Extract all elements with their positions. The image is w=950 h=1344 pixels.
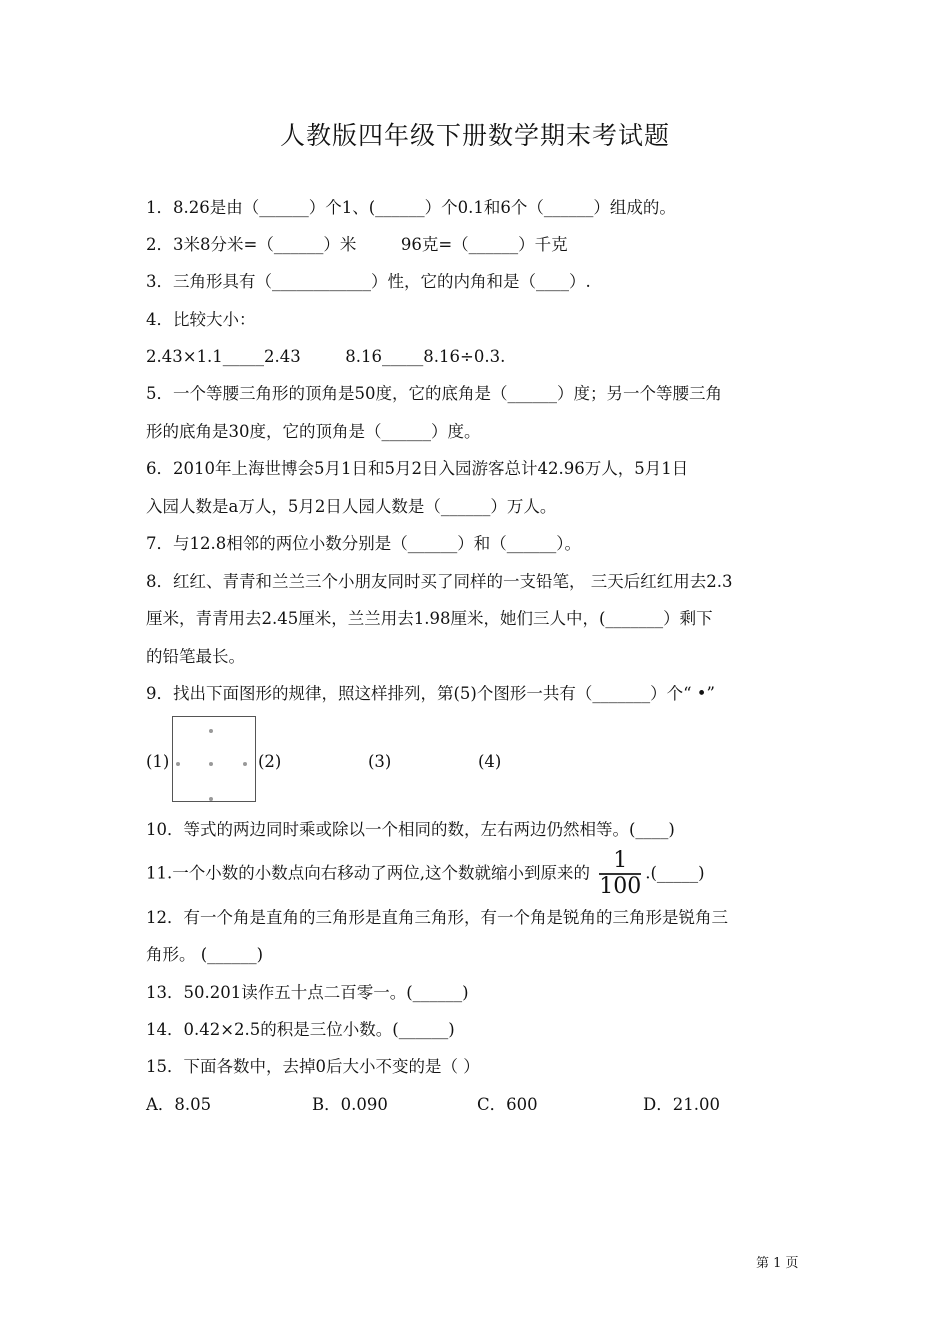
question-15: 15．下面各数中，去掉0后大小不变的是（ ） — [146, 1057, 480, 1076]
question-6-line-1: 6．2010年上海世博会5月1日和5月2日入园游客总计42.96万人，5月1日 — [146, 459, 689, 478]
question-8-line-2: 厘米，青青用去2.45厘米，兰兰用去1.98厘米，她们三人中，(_______）剩下 — [146, 609, 713, 628]
option-b: B．0.090 — [312, 1095, 388, 1114]
question-13: 13．50.201读作五十点二百零一。(______) — [146, 983, 469, 1002]
question-2-part-b: 96克=（______）千克 — [400, 235, 568, 254]
page-title: 人教版四年级下册数学期末考试题 — [279, 121, 670, 150]
figure-label-1: (1) — [146, 752, 170, 771]
question-8-line-1: 8．红红、青青和兰兰三个小朋友同时买了同样的一支铅笔， 三天后红红用去2.3 — [146, 572, 733, 591]
question-11-answer: .(_____) — [645, 863, 705, 883]
fraction-numerator: 1 — [613, 848, 628, 873]
fraction-denominator: 100 — [599, 874, 642, 899]
page-number: 第 1 页 — [756, 1256, 799, 1271]
question-10: 10．等式的两边同时乘或除以一个相同的数，左右两边仍然相等。(____) — [146, 820, 675, 839]
pattern-dot — [209, 729, 213, 733]
question-4: 4．比较大小： — [146, 310, 256, 329]
question-12-line-1: 12．有一个角是直角的三角形是直角三角形，有一个角是锐角的三角形是锐角三 — [146, 908, 728, 927]
question-4-comparisons — [146, 347, 505, 367]
pattern-dot — [209, 797, 213, 801]
question-12-line-2: 角形。 (______) — [146, 945, 264, 964]
figure-label-4: (4) — [478, 752, 502, 771]
option-d: D．21.00 — [643, 1095, 720, 1114]
question-3: 3．三角形具有（____________）性，它的内角和是（____）. — [146, 272, 591, 291]
comparison-b: 8.16_____8.16÷0.3. — [345, 347, 506, 366]
question-9: 9．找出下面图形的规律，照这样排列，第(5)个图形一共有（_______）个“ •” — [146, 684, 715, 703]
figure-1-box — [172, 716, 256, 802]
question-14: 14．0.42×2.5的积是三位小数。(______) — [146, 1020, 455, 1039]
question-5-line-2: 形的底角是30度，它的顶角是（______）度。 — [146, 422, 481, 441]
pattern-dot — [209, 762, 213, 766]
question-8-line-3: 的铅笔最长。 — [146, 647, 245, 666]
pattern-dot — [176, 762, 180, 766]
question-1: 1．8.26是由（______）个1、(______）个0.1和6个（______）组成的。 — [146, 198, 676, 217]
option-a: A．8.05 — [146, 1095, 212, 1114]
figure-label-2: (2) — [258, 752, 282, 771]
question-2-part-a: 2．3米8分米=（______）米 — [146, 235, 357, 254]
pattern-dot — [243, 762, 247, 766]
comparison-a: 2.43×1.1_____2.43 — [146, 347, 301, 366]
figure-label-3: (3) — [368, 752, 392, 771]
fraction-one-hundredth — [599, 850, 641, 898]
question-11 — [146, 850, 705, 898]
question-11-text: 11.一个小数的小数点向右移动了两位,这个数就缩小到原来的 — [146, 863, 590, 883]
question-2 — [146, 235, 568, 255]
question-6-line-2: 入园人数是a万人，5月2日人园人数是（______）万人。 — [146, 497, 557, 516]
option-c: C．600 — [477, 1095, 538, 1114]
question-5-line-1: 5．一个等腰三角形的顶角是50度，它的底角是（______）度；另一个等腰三角 — [146, 384, 722, 403]
question-15-options — [146, 1095, 720, 1115]
question-7: 7．与12.8相邻的两位小数分别是（______）和（______）。 — [146, 534, 581, 553]
